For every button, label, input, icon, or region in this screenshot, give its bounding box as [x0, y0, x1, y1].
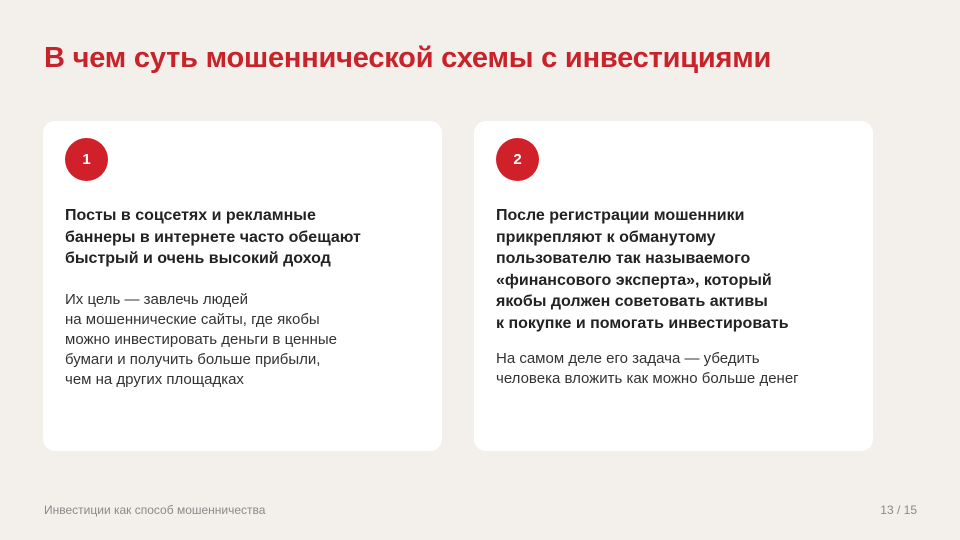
info-card-1	[43, 121, 442, 451]
card-heading: После регистрации мошенники прикрепляют к обманутому пользователю так называемого «финансового эксперта», который якобы должен советовать активы к покупке и помогать инвестировать	[496, 207, 789, 332]
card-body-text: Их цель — завлечь людей на мошеннические сайты, где якобы можно инвестировать деньги в ценные бумаги и получить больше прибыли, чем на других площадках	[65, 291, 338, 388]
step-number-badge: 1	[65, 138, 108, 181]
card-body-text: На самом деле его задача — убедить человека вложить как можно больше денег	[496, 350, 799, 387]
info-card-2	[474, 121, 873, 451]
card-heading: Посты в соцсетях и рекламные баннеры в интернете часто обещают быстрый и очень высокий доход	[65, 207, 361, 267]
step-number-badge: 2	[496, 138, 539, 181]
slide-title: В чем суть мошеннической схемы с инвестициями	[44, 42, 772, 74]
page-number: 13 / 15	[880, 503, 917, 517]
footer-caption: Инвестиции как способ мошенничества	[44, 503, 266, 517]
